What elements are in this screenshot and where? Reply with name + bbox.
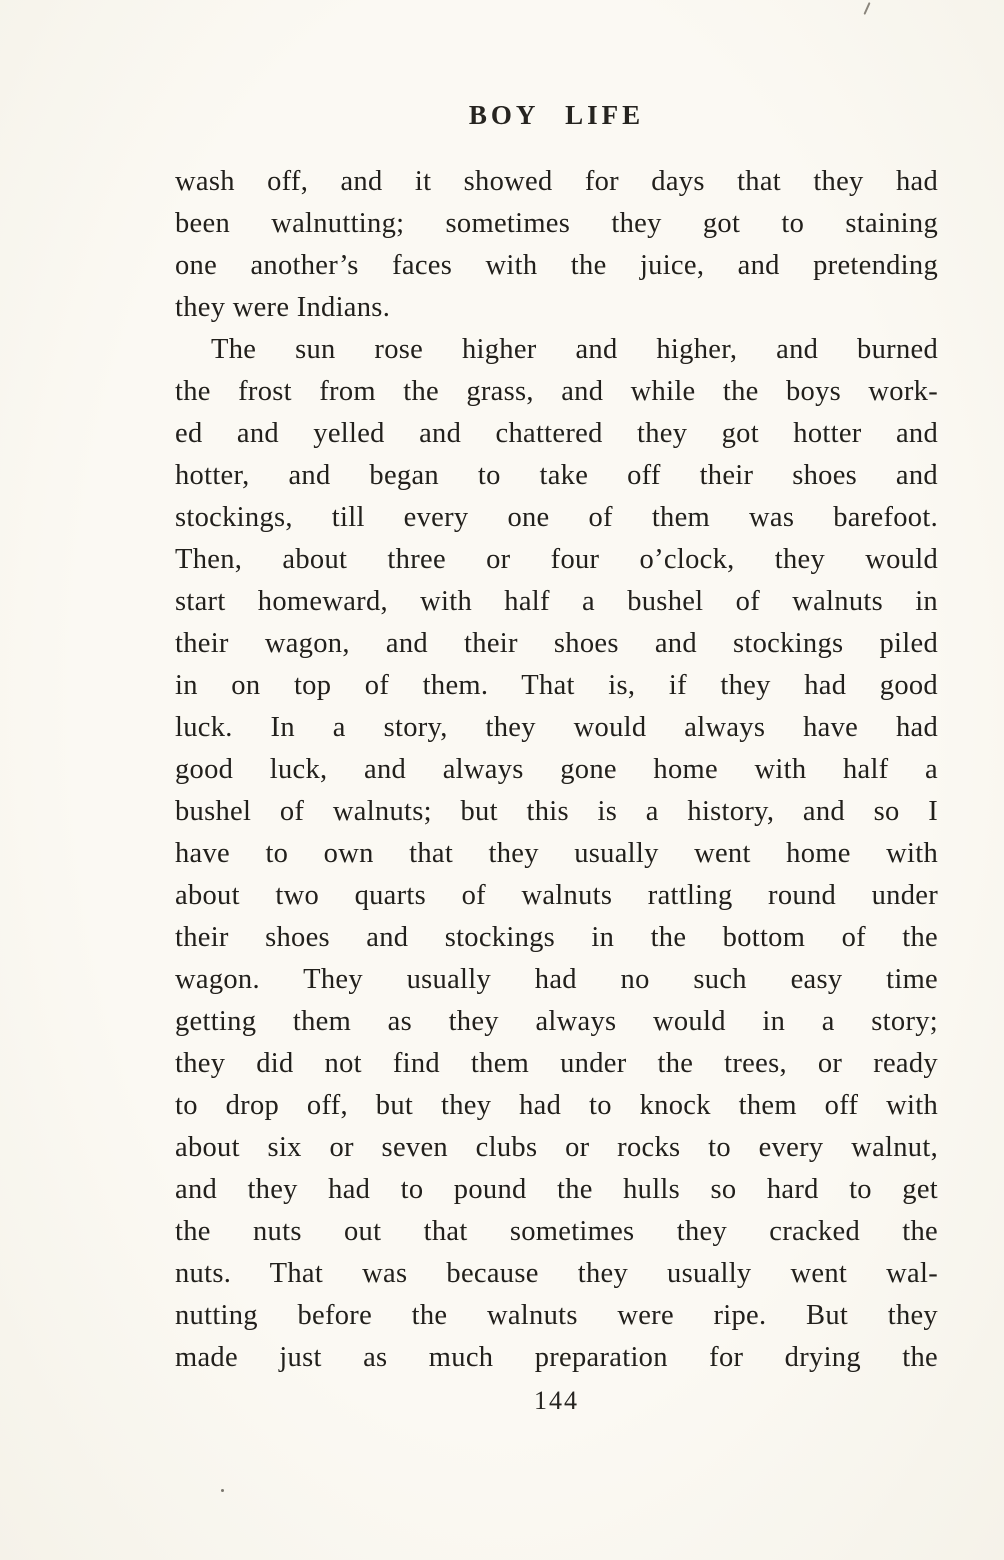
- text-line: stockings, till every one of them was barefoot.: [175, 502, 938, 533]
- text-line: the nuts out that sometimes they cracked the: [175, 1216, 938, 1247]
- text-line: The sun rose higher and higher, and burned: [211, 334, 938, 365]
- text-line: one another’s faces with the juice, and pretending: [175, 250, 938, 281]
- page-number: 144: [534, 1386, 579, 1415]
- text-line: good luck, and always gone home with half a: [175, 754, 938, 785]
- text-line: they did not find them under the trees, or ready: [175, 1048, 938, 1079]
- text-line: wash off, and it showed for days that they had: [175, 166, 938, 197]
- text-line: start homeward, with half a bushel of walnuts in: [175, 586, 938, 617]
- text-line: hotter, and began to take off their shoes and: [175, 460, 938, 491]
- scan-artifact-bottom-left: [221, 1489, 224, 1492]
- text-line: been walnutting; sometimes they got to staining: [175, 208, 938, 239]
- text-line: and they had to pound the hulls so hard to get: [175, 1174, 938, 1205]
- text-line: getting them as they always would in a story;: [175, 1006, 938, 1037]
- text-line: their shoes and stockings in the bottom of the: [175, 922, 938, 953]
- text-line: made just as much preparation for drying the: [175, 1342, 938, 1373]
- body-text: [175, 161, 938, 1379]
- text-line: their wagon, and their shoes and stockings piled: [175, 628, 938, 659]
- text-line: the frost from the grass, and while the boys work-: [175, 376, 938, 407]
- scan-artifact-top-right: [863, 2, 870, 15]
- text-line: they were Indians.: [175, 292, 391, 323]
- text-line: Then, about three or four o’clock, they would: [175, 544, 938, 575]
- text-line: wagon. They usually had no such easy time: [175, 964, 938, 995]
- text-line: luck. In a story, they would always have had: [175, 712, 938, 743]
- text-line: bushel of walnuts; but this is a history, and so I: [175, 796, 938, 827]
- text-line: have to own that they usually went home with: [175, 838, 938, 869]
- text-line: in on top of them. That is, if they had good: [175, 670, 938, 701]
- text-line: ed and yelled and chattered they got hotter and: [175, 418, 938, 449]
- text-line: nuts. That was because they usually went wal-: [175, 1258, 938, 1289]
- text-line: about six or seven clubs or rocks to every walnut,: [175, 1132, 938, 1163]
- running-header: BOY LIFE: [468, 100, 645, 130]
- text-line: about two quarts of walnuts rattling round under: [175, 880, 938, 911]
- text-line: nutting before the walnuts were ripe. But they: [175, 1300, 938, 1331]
- text-line: to drop off, but they had to knock them off with: [175, 1090, 938, 1121]
